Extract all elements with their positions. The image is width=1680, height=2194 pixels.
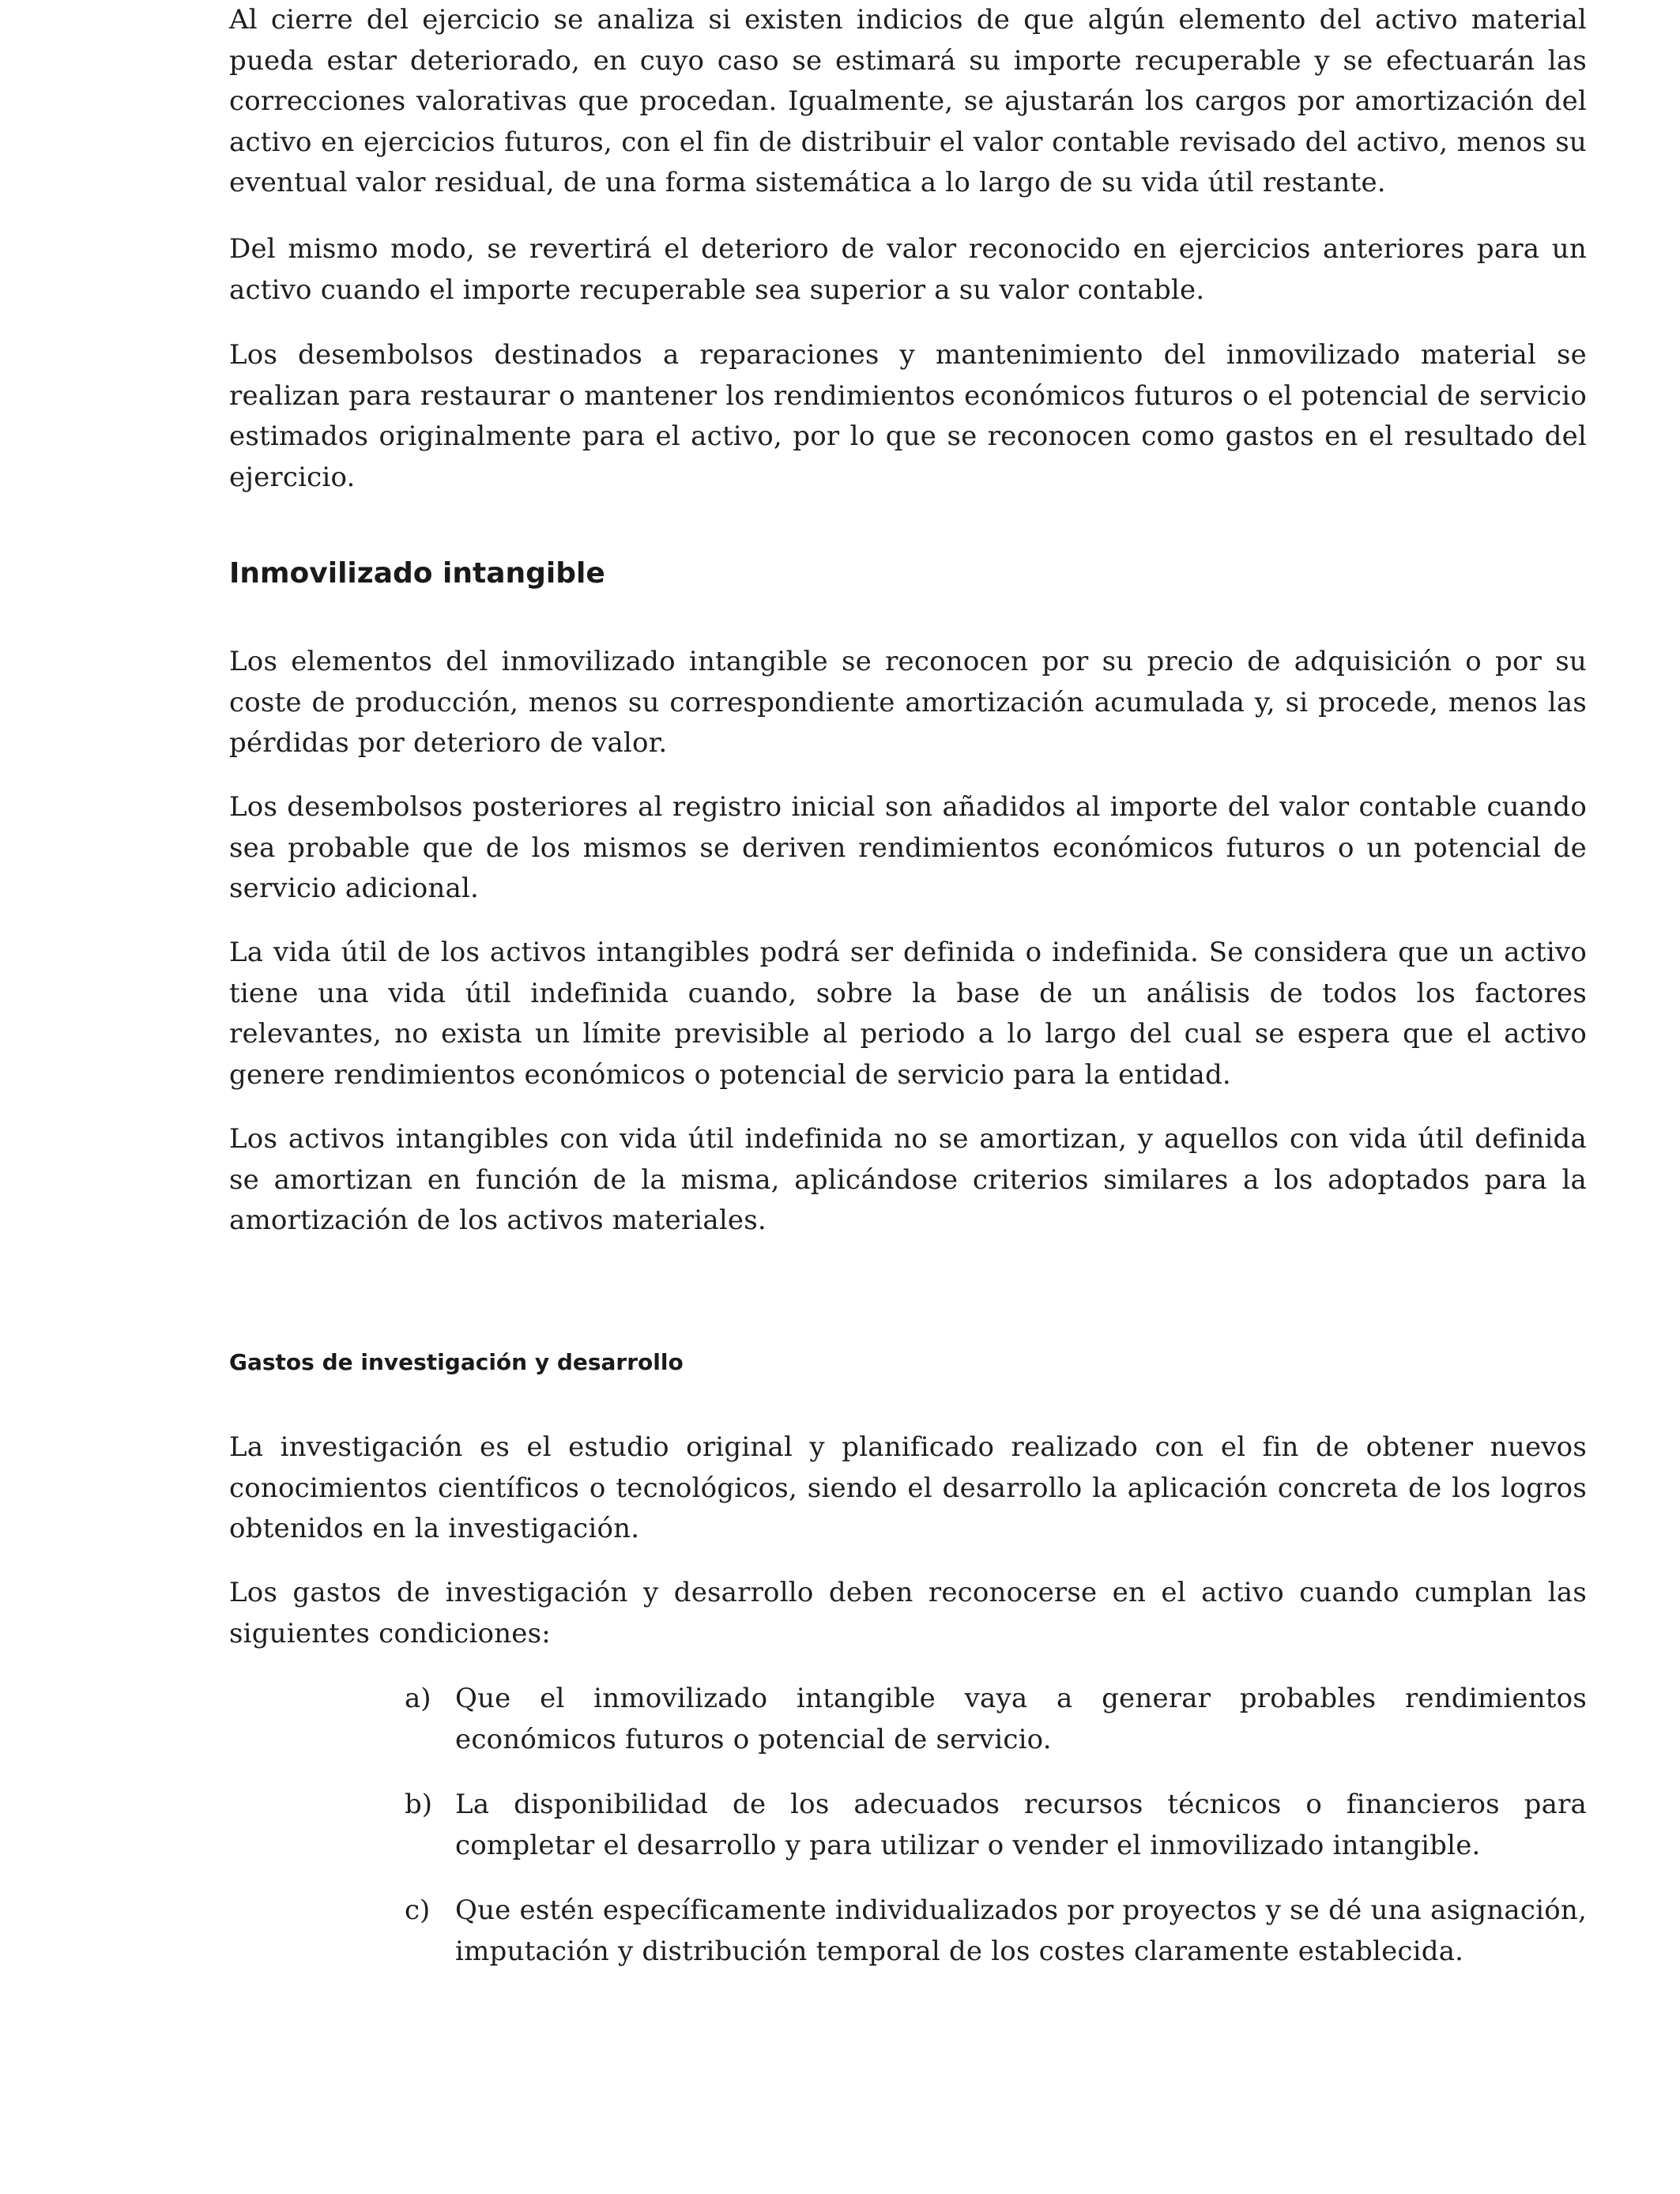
intro-paragraph-1: Al cierre del ejercicio se analiza si existen indicios de que algún elemento del activo material pueda estar deteriorado, en cuyo caso se estimará su importe recuperable y se efectuarán las correcciones valorativas que procedan. Igualmente, se ajustarán los cargos por amortización del activo en ejercicios futuros, con el fin de distribuir el valor contable revisado del activo, menos su eventual valor residual, de una forma sistemática a lo largo de su vida útil restante.	[229, 4, 1587, 198]
intro-paragraph-3: Los desembolsos destinados a reparaciones y mantenimiento del inmovilizado material se realizan para restaurar o mantener los rendimientos económicos futuros o el potencial de servicio estimados originalmente para el activo, por lo que se reconocen como gastos en el resultado del ejercicio.	[229, 339, 1587, 493]
list-item-text: Que el inmovilizado intangible vaya a generar probables rendimientos económicos futuros o potencial de servicio.	[455, 1683, 1587, 1755]
list-item-text: La disponibilidad de los adecuados recursos técnicos o financieros para completar el desarrollo y para utilizar o vender el inmovilizado intangible.	[455, 1789, 1587, 1861]
list-marker: b)	[405, 1789, 433, 1820]
list-marker: a)	[405, 1683, 431, 1714]
list-item	[405, 1891, 1587, 1972]
intangible-paragraph-3: La vida útil de los activos intangibles podrá ser definida o indefinida. Se considera que un activo tiene una vida útil indefinida cuando, sobre la base de un análisis de todos los factores relevantes, no exista un límite previsible al periodo a lo largo del cual se espera que el activo genere rendimientos económicos o potencial de servicio para la entidad.	[229, 937, 1587, 1091]
list-item	[405, 1785, 1587, 1866]
rd-paragraph-2: Los gastos de investigación y desarrollo deben reconocerse en el activo cuando cumplan las siguientes condiciones:	[229, 1577, 1587, 1649]
list-marker: c)	[405, 1894, 431, 1926]
intro-paragraph-2: Del mismo modo, se revertirá el deterioro de valor reconocido en ejercicios anteriores para un activo cuando el importe recuperable sea superior a su valor contable.	[229, 233, 1587, 306]
list-item	[405, 1679, 1587, 1760]
intangible-paragraph-2: Los desembolsos posteriores al registro inicial son añadidos al importe del valor contable cuando sea probable que de los mismos se deriven rendimientos económicos futuros o un potencial de servicio adicional.	[229, 791, 1587, 904]
subsection-heading-rd: Gastos de investigación y desarrollo	[229, 1349, 684, 1375]
rd-paragraph-1: La investigación es el estudio original y planificado realizado con el fin de obtener nuevos conocimientos científicos o tecnológicos, siendo el desarrollo la aplicación concreta de los logros obtenidos en la investigación.	[229, 1431, 1587, 1544]
list-item-text: Que estén específicamente individualizados por proyectos y se dé una asignación, imputación y distribución temporal de los costes claramente establecida.	[455, 1894, 1587, 1967]
intangible-paragraph-4: Los activos intangibles con vida útil indefinida no se amortizan, y aquellos con vida útil definida se amortizan en función de la misma, aplicándose criterios similares a los adoptados para la amortización de los activos materiales.	[229, 1123, 1587, 1236]
section-heading-intangible: Inmovilizado intangible	[229, 557, 605, 590]
intangible-paragraph-1: Los elementos del inmovilizado intangible se reconocen por su precio de adquisición o por su coste de producción, menos su correspondiente amortización acumulada y, si procede, menos las pérdidas por deterioro de valor.	[229, 646, 1587, 759]
